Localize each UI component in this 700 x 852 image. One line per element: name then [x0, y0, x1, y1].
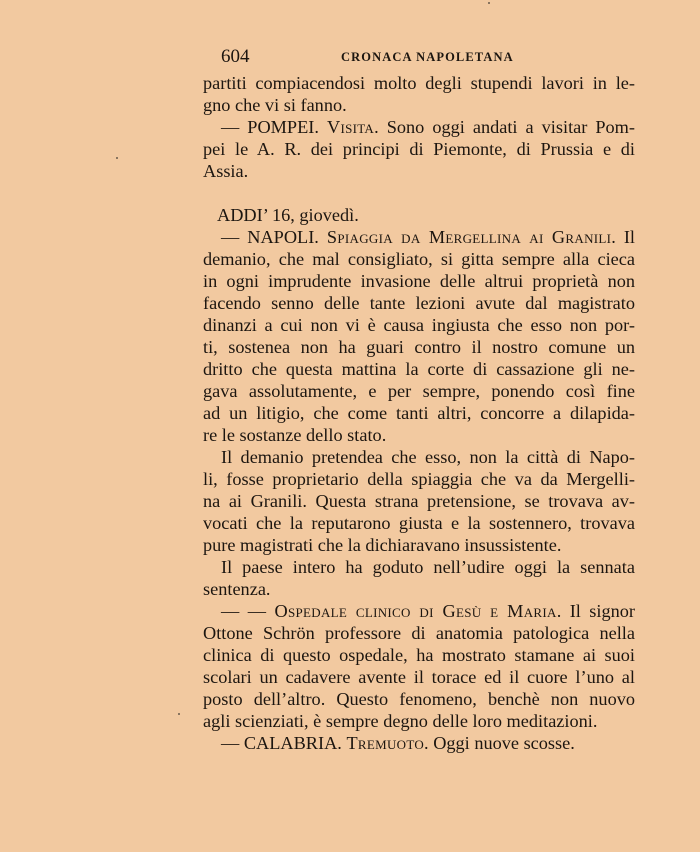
text-line: facendo senno delle tante lezioni avute dal magistrato: [203, 293, 635, 313]
text-line: agli scienziati, è sempre degno delle loro meditazioni.: [203, 711, 598, 731]
entry-text: . Oggi nuove scosse.: [424, 733, 575, 753]
body-text: [203, 72, 635, 754]
text-line: Ottone Schrön professore di anatomia patologica nella: [203, 623, 635, 643]
entry-heading: Visita: [326, 117, 375, 137]
entry-calabria: [203, 732, 635, 754]
dash-mark: — —: [221, 601, 275, 621]
entry-text: . Sono oggi andati a visitar Pom-: [374, 117, 635, 137]
page-header: [221, 46, 635, 70]
entry-pompei: [203, 116, 635, 138]
place-name: — CALABRIA.: [221, 733, 347, 753]
text-line: dritto che questa mattina la corte di cassazione gli ne-: [203, 359, 635, 379]
text-line: sentenza.: [203, 579, 271, 599]
text-line: dinanzi a cui non vi è causa ingiusta che esso non por-: [203, 315, 635, 335]
entry-text: . Il: [611, 227, 636, 247]
text-line: Assia.: [203, 161, 249, 181]
place-name: — NAPOLI.: [221, 227, 327, 247]
text-line: partiti compiacendosi molto degli stupendi lavori in le-: [203, 73, 635, 93]
text-line: scolari un cadavere avente il torace ed il cuore l’uno al: [203, 667, 635, 687]
text-line: ad un litigio, che come tanti altri, concorre a dilapida-: [203, 403, 635, 423]
text-line: pei le A. R. dei principi di Piemonte, di Prussia e di: [203, 139, 635, 159]
text-line: demanio, che mal consigliato, si gitta sempre alla cieca: [203, 249, 635, 269]
paper-speck: [116, 157, 118, 159]
entry-ospedale: [203, 600, 635, 622]
text-line: Il paese intero ha goduto nell’udire oggi la sennata: [221, 557, 635, 577]
paper-speck: [178, 713, 180, 715]
text-line: gava assolutamente, e per sempre, ponendo così fine: [203, 381, 635, 401]
text-line: ti, sostenea non ha guari contro il nostro comune un: [203, 337, 635, 357]
page-number: 604: [221, 46, 250, 67]
paper-speck: [488, 2, 490, 4]
entry-text: . Il signor: [556, 601, 636, 621]
text-line: Il demanio pretendea che esso, non la città di Napo-: [221, 447, 635, 467]
text-line: vocati che la reputarono giusta e la sostennero, trovava: [203, 513, 635, 533]
text-line: posto dell’altro. Questo fenomeno, benchè non nuovo: [203, 689, 635, 709]
text-line: na ai Granili. Questa strana pretensione, se trovava av-: [203, 491, 635, 511]
text-line: re le sostanze dello stato.: [203, 425, 387, 445]
entry-heading: Spiaggia da Mergellina ai Granili: [326, 227, 612, 247]
entry-heading: Tremuoto: [346, 733, 425, 753]
text-line: gno che vi si fanno.: [203, 95, 347, 115]
text-line: in ogni imprudente invasione delle altrui proprietà non: [203, 271, 635, 291]
text-line: li, fosse proprietario della spiaggia che va da Mergelli-: [203, 469, 635, 489]
entry-napoli: [203, 226, 635, 248]
text-line: pure magistrati che la dichiaravano insussistente.: [203, 535, 562, 555]
entry-heading: Ospedale clinico di Gesù e Maria: [274, 601, 557, 621]
running-title: CRONACA NAPOLETANA: [341, 50, 514, 64]
date-heading: ADDI’ 16, giovedì.: [217, 205, 359, 225]
paragraph-gap: [203, 182, 635, 204]
text-line: clinica di questo ospedale, ha mostrato stamane ai suoi: [203, 645, 635, 665]
place-name: — POMPEI.: [221, 117, 327, 137]
